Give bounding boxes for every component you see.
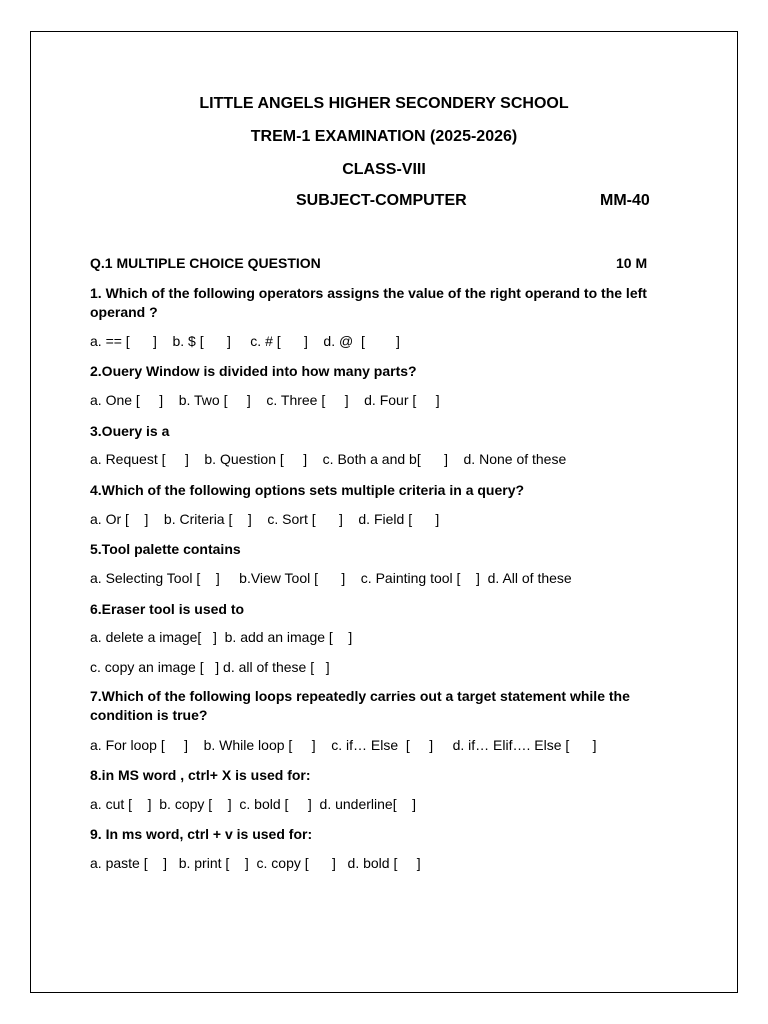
question-4-options: a. Or [ ] b. Criteria [ ] c. Sort [ ] d. Field [ ] [90,511,440,527]
question-3: 3.Ouery is a [90,423,170,439]
question-2-options: a. One [ ] b. Two [ ] c. Three [ ] d. Four [ ] [90,392,440,408]
question-8: 8.in MS word , ctrl+ X is used for: [90,767,311,783]
question-9: 9. In ms word, ctrl + v is used for: [90,826,313,842]
question-5-options: a. Selecting Tool [ ] b.View Tool [ ] c. Painting tool [ ] d. All of these [90,570,572,586]
question-7-options: a. For loop [ ] b. While loop [ ] c. if… Else [ ] d. if… Elif…. Else [ ] [90,737,597,753]
subject-label: SUBJECT-COMPUTER [296,192,467,209]
section-title: Q.1 MULTIPLE CHOICE QUESTION [90,255,321,271]
question-2: 2.Ouery Window is divided into how many parts? [90,363,417,379]
question-8-options: a. cut [ ] b. copy [ ] c. bold [ ] d. underline[ ] [90,796,417,812]
question-6-options-line-1: a. delete a image[ ] b. add an image [ ] [90,629,353,645]
section-marks: 10 M [616,255,648,271]
question-5: 5.Tool palette contains [90,541,241,557]
school-name: LITTLE ANGELS HIGHER SECONDERY SCHOOL [199,95,569,112]
question-6: 6.Eraser tool is used to [90,601,245,617]
question-3-options: a. Request [ ] b. Question [ ] c. Both a and b[ ] d. None of these [90,451,567,467]
question-6-options-line-2: c. copy an image [ ] d. all of these [ ] [90,659,330,675]
exam-title: TREM-1 EXAMINATION (2025-2026) [250,128,518,145]
question-4: 4.Which of the following options sets multiple criteria in a query? [90,482,525,498]
question-7: 7.Which of the following loops repeatedly carries out a target statement while the condition is true? [90,688,630,723]
question-9-options: a. paste [ ] b. print [ ] c. copy [ ] d. bold [ ] [90,855,421,871]
question-1: 1. Which of the following operators assigns the value of the right operand to the left operand ? [90,285,647,320]
question-1-options: a. == [ ] b. $ [ ] c. # [ ] d. @ [ ] [90,333,400,349]
class-label: CLASS-VIII [342,161,426,178]
max-marks: MM-40 [600,192,650,209]
